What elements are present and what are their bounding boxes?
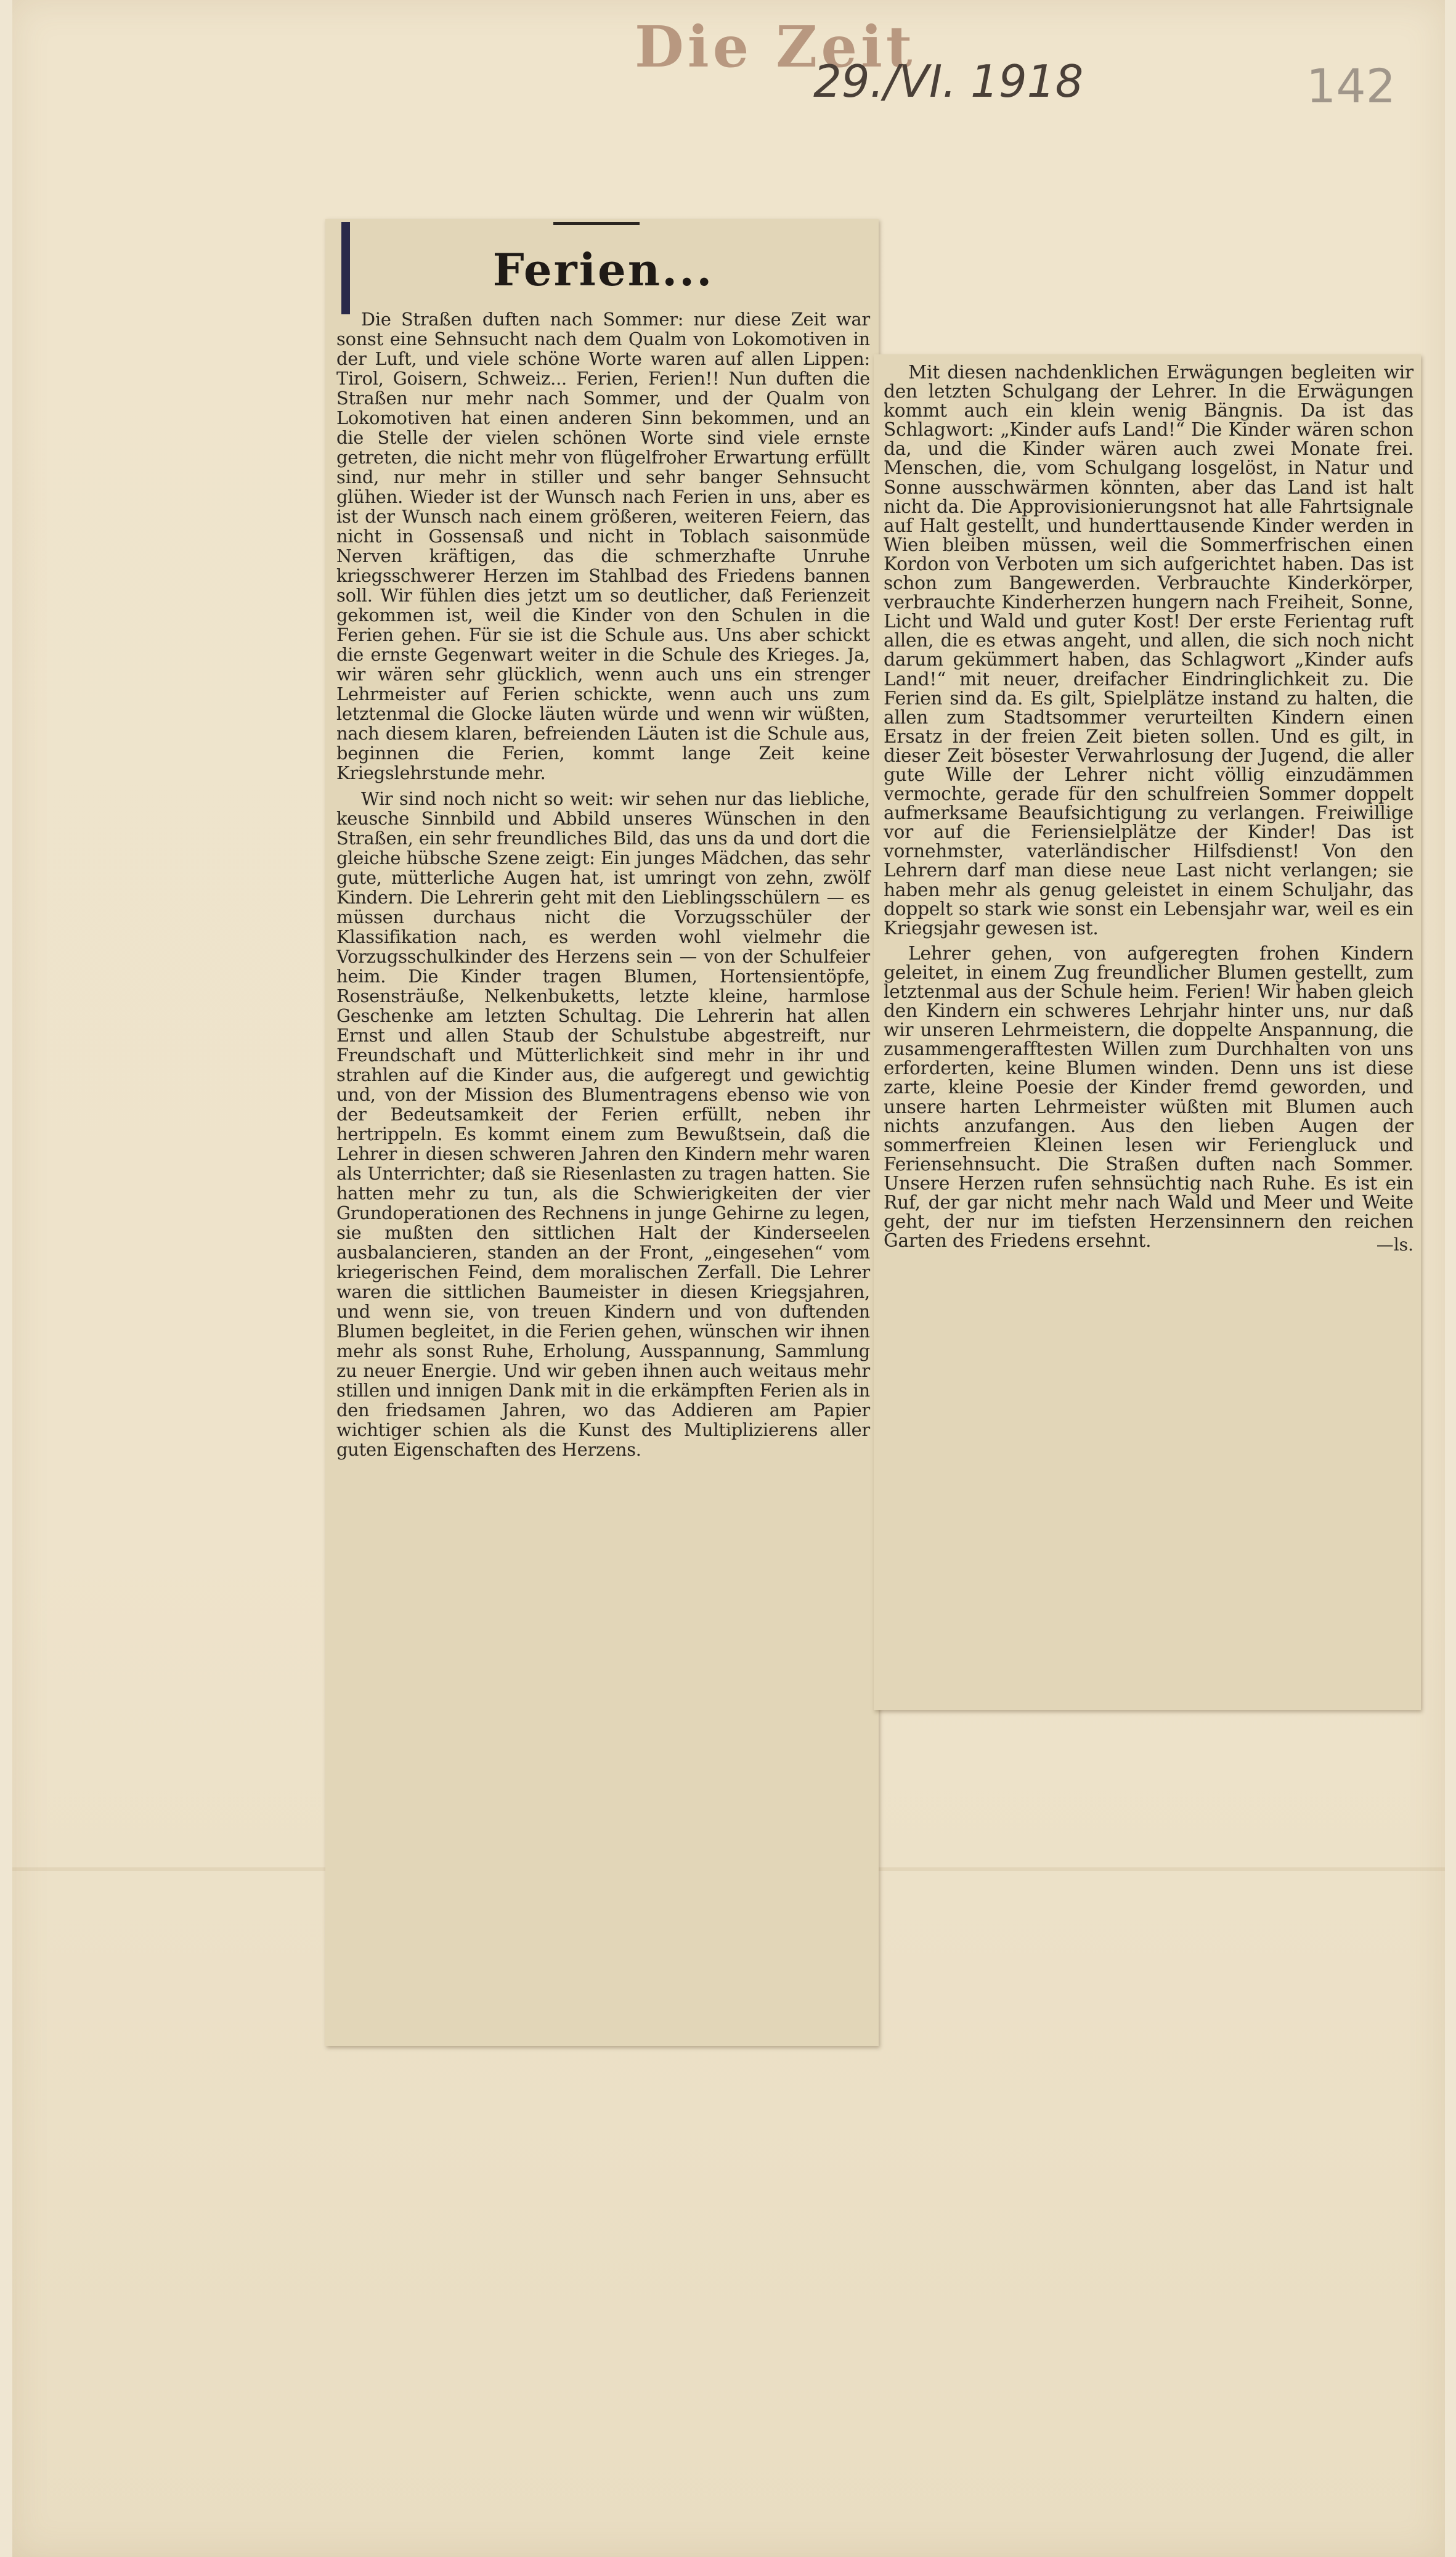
clipping-right: [874, 354, 1421, 1710]
column-2: [884, 363, 1413, 1255]
column-1: [336, 309, 870, 1459]
handwritten-date: 29./VI. 1918: [813, 55, 1084, 107]
paragraph: Wir sind noch nicht so weit: wir sehen nur das liebliche, keusche Sinnbild und Abbild unseres Wünschen in den Straßen, ein sehr freundliches Bild, das uns da und dort die gleiche hübsche Szene zeigt: Ein junges Mädchen, das sehr gute, mütterliche Augen hat, ist umringt von zehn, zwölf Kindern. Die Lehrerin geht mit den Lieblingsschülern — es müssen durchaus nicht die Vorzugsschüler der Klassifikation nach, es werden wohl vielmehr die Vorzugsschulkinder des Herzens sein — von der Schulfeier heim. Die Kinder tragen Blumen, Hortensientöpfe, Rosensträuße, Nelkenbuketts, letzte kleine, harmlose Geschenke am letzten Schultag. Die Lehrerin hat allen Ernst und allen Staub der Schulstube abgestreift, nur Freundschaft und Mütterlichkeit sind mehr in ihr und strahlen auf die Kinder aus, die aufgeregt und gewichtig und, von der Mission des Blumentragens ebenso wie von der Bedeutsamkeit der Ferien erfüllt, neben ihr hertrippeln. Es kommt einem zum Bewußtsein, daß die Lehrer in diesen schweren Jahren den Kindern mehr waren als Unterrichter; daß sie Riesenlasten zu tragen hatten. Sie hatten mehr zu tun, als die Schwierigkeiten der vier Grundoperationen des Rechnens in junge Gehirne zu legen, sie mußten den sittlichen Halt der Kinderseelen ausbalancieren, standen an der Front, „eingesehen“ vom kriegerischen Feind, dem moralischen Zerfall. Die Lehrer waren die sittlichen Baumeister in diesen Kriegsjahren, und wenn sie, von treuen Kindern und von duftenden Blumen begleitet, in die Ferien gehen, wünschen wir ihnen mehr als sonst Ruhe, Erholung, Ausspannung, Sammlung zu neuer Energie. Und wir geben ihnen auch weitaus mehr stillen und innigen Dank mit in die erkämpften Ferien als in den friedsamen Jahren, wo das Addieren am Papier wichtiger schien als die Kunst des Multiplizierens aller guten Eigenschaften des Herzens.: [336, 788, 870, 1460]
source-stamp: Die Zeit: [635, 14, 916, 80]
clipping-left: [325, 219, 879, 2046]
margin-marker: [341, 222, 350, 314]
title-rule: [553, 222, 640, 225]
paragraph: Lehrer gehen, von aufgeregten frohen Kindern geleitet, in einem Zug freundlicher Blumen gestellt, zum letztenmal aus der Schule heim. Ferien! Wir haben gleich den Kindern ein schweres Lehrjahr hinter uns, nur daß wir unseren Lehrmeistern, die doppelte Anspannung, die zusammengerafftesten Willen zum Durchhalten von uns erforderten, keine Blumen winden. Denn uns ist diese zarte, kleine Poesie der Kinder fremd geworden, und unsere harten Lehrmeister wüßten mit Blumen auch nichts anzufangen. Aus den lieben Augen der sommerfreien Kleinen lesen wir Feriengluck und Feriensehnsucht. Die Straßen duften nach Sommer. Unsere Herzen rufen sehnsüchtig nach Ruhe. Es ist ein Ruf, der gar nicht mehr nach Wald und Meer und Weite geht, der nur im tiefsten Herzensinnern den reichen Garten des Friedens ersehnt.: [884, 942, 1413, 1252]
page-number: 142: [1306, 59, 1396, 113]
article-title: Ferien...: [492, 243, 714, 296]
paragraph: Mit diesen nachdenklichen Erwägungen begleiten wir den letzten Schulgang der Lehrer. In die Erwägungen kommt auch ein klein wenig Bängnis. Da ist das Schlagwort: „Kinder aufs Land!“ Die Kinder wären schon da, und die Kinder wären auch zwei Monate frei. Menschen, die, vom Schulgang losgelöst, in Natur und Sonne ausschwärmen könnten, aber das Land ist halt nicht da. Die Approvisionierungsnot hat alle Fahrtsignale auf Halt gestellt, und hunderttausende Kinder werden in Wien bleiben müssen, weil die Sommerfrischen einen Kordon von Verboten um sich aufgerichtet haben. Das ist schon zum Bangewerden. Verbrauchte Kinderkörper, verbrauchte Kinderherzen hungern nach Freiheit, Sonne, Licht und Wald und guter Kost! Der erste Ferientag ruft allen, die es etwas angeht, und allen, die sich noch nicht darum gekümmert haben, das Schlagwort „Kinder aufs Land!“ mit neuer, dreifacher Eindringlichkeit zu. Die Ferien sind da. Es gilt, Spielplätze instand zu halten, die allen zum Stadtsommer verurteilten Kindern einen Ersatz in der freien Zeit bieten sollen. Und es gilt, in dieser Zeit bösester Verwahrlosung der Jugend, die aller gute Wille der Lehrer nicht völlig einzudämmen vermochte, gerade für den schulfreien Sommer doppelt aufmerksame Beaufsichtigung zu verlangen. Freiwillige vor auf die Feriensielplätze der Kinder! Das ist vornehmster, vaterländischer Hilfsdienst! Von den Lehrern darf man diese neue Last nicht verlangen; sie haben mehr als genug geleistet in einem Schuljahr, das doppelt so stark wie sonst ein Lebensjahr war, weil es ein Kriegsjahr gewesen ist.: [884, 362, 1413, 939]
paragraph: Die Straßen duften nach Sommer: nur diese Zeit war sonst eine Sehnsucht nach dem Qualm von Lokomotiven in der Luft, und viele schöne Worte waren auf allen Lippen: Tirol, Goisern, Schweiz... Ferien, Ferien!! Nun duften die Straßen nur mehr nach Sommer, und der Qualm von Lokomotiven hat einen anderen Sinn bekommen, und an die Stelle der vielen schönen Worte sind viele ernste getreten, die nicht mehr von flügelfroher Erwartung erfüllt sind, nur mehr in stiller und sehr banger Sehnsucht glühen. Wieder ist der Wunsch nach Ferien in uns, aber es ist der Wunsch nach einem größeren, weiteren Feiern, das nicht in Gossensaß und nicht in Toblach saisonmüde Nerven kräftigen, das die schmerzhafte Unruhe kriegsschwerer Herzen im Stahlbad des Friedens bannen soll. Wir fühlen dies jetzt um so deutlicher, daß Ferienzeit gekommen ist, weil die Kinder von den Schulen in die Ferien gehen. Für sie ist die Schule aus. Uns aber schickt die ernste Gegenwart weiter in die Schule des Krieges. Ja, wir wären sehr glücklich, wenn auch uns ein strenger Lehrmeister auf Ferien schickte, wenn auch uns zum letztenmal die Glocke läuten würde und wenn wir wüßten, nach diesem klaren, befreienden Läuten ist die Schule aus, beginnen die Ferien, kommt lange Zeit keine Kriegslehrstunde mehr.: [336, 309, 870, 783]
author-signature: —ls.: [1376, 1234, 1413, 1255]
